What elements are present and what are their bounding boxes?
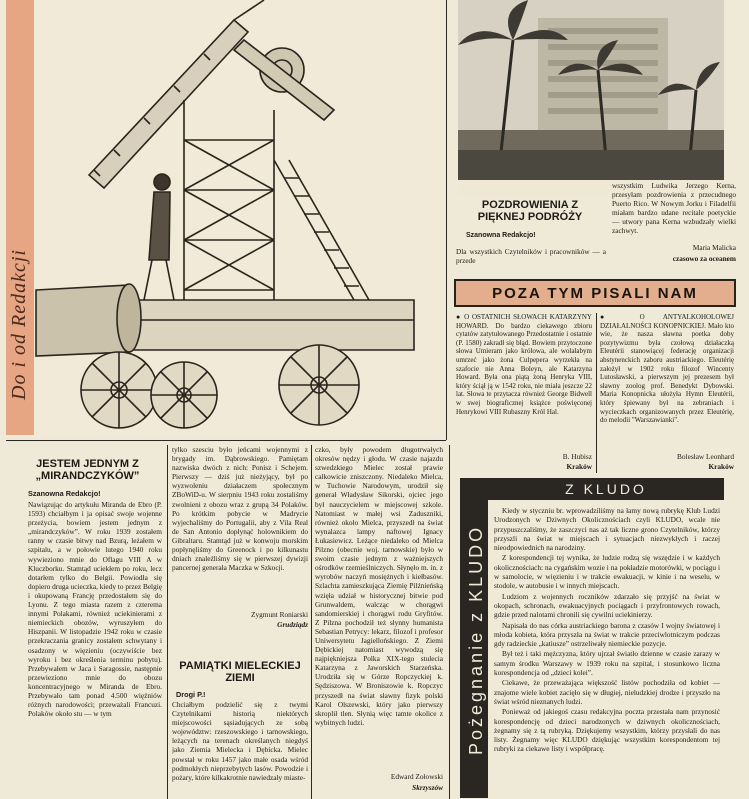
pozdrowienia-greeting: Szanowna Redakcjo! — [466, 232, 536, 239]
pamiatki-signature-place: Skrzyszów — [412, 783, 443, 792]
column-rule-3 — [449, 445, 450, 799]
poza-tym-title: POZA TYM PISALI NAM — [492, 285, 698, 302]
pamiatki-column-3: czko, były powodem długotrwałych okresów nędzy i głodu. W czasie najazdu szwedzkiego Mielec został prawie całkowicie zniszczony. Niedaleko Mielca, w Tuchowie Narodowym, urodził się generał Władysław Sikorski, ojciec jego był nauczycielem w miejscowej szkole. Natomiast w małej wsi Zaduszniki, również około Mielca, przyszedł na świat wynalazca lampy naftowej Ignacy Łukasiewicz. Leżące niedaleko od Mielca Pilzno (obecnie woj. tarnowskie) było w swoim czasie jednym z ważniejszych ośrodków rzemieślniczych. Słynęło m. in. z wyrobów naczyń mosiężnych i kiełbasów. Szlachta zamieszkująca Ziemię Pilźnieńską wzięła udział w historycznej bitwie pod Grunwaldem, walcząc w chorągwi sandomierskiej i chorągwi rodu Gryfitów. Z Pilzna pochodził też słynny humanista Sebastian Petrycy: lekarz, filozof i profesor Uniwersytetu Jagiellońskiego. Z Ziemi Dębickiej natomiast wywodzą się najpiękniejsza Polka XIX-tego stulecia Katarzyna z Jaworskich Starzeńska. Urodziła się w Górze Ropczyckiej k. Sędziszowa. W Broniszowie k. Ropczyc przyszedł na świat sławny fizyk polski Karol Olszewski, który jako pierwszy skroplił tlen. Słynią więc tamte okolice z wybitnych ludzi. — [315, 445, 443, 727]
kludo-side-title: Pożegnanie z KLUDO — [466, 524, 486, 756]
poza-left-signature: B. Hubisz — [562, 452, 592, 461]
puerto-rico-photo — [458, 0, 724, 180]
telescope-engraving — [6, 0, 440, 435]
kludo-paragraph: Z korespondencji tej wynika, że ludzie rodzą się wszędzie i w każdych okolicznościach: na cygańskim wozie i na pokładzie motorówki, w pociągu i w samolocie, w więzieniu i w trakcie ewakuacji, w kinie i na weselu, w stodole, w autobusie i w innych miejscach. — [494, 553, 720, 591]
kludo-paragraph: Napisała do nas córka austriackiego barona z czasów I wojny światowej i młoda kobieta, która przyszła na świat w trakcie przeciwlotniczym podczas gdy radzieckie „katiusze” ostrzeliwały niemieckie pozycje. — [494, 620, 720, 649]
pamiatki-column-2: Chciałbym podzielić się z twymi Czytelnikami historią niektórych miejscowości sąsiadujących ze sobą województw: rzeszowskiego i tarnowskiego, leżących na terenach określanych niegdyś jako Ziemia Mielecka i Dębicka. Mielec powstał w roku 1457 jako małe osada wśród podmokłych nieprzebytych lasów. Powodzie i pożary, które kilkakrotnie nawiedzały miaste- — [172, 700, 308, 782]
poza-column-rule — [596, 313, 597, 473]
kludo-header-title: Z KLUDO — [565, 481, 647, 497]
kludo-paragraph: Ludziom z wojennych roczników zdarzało się przyjść na świat w okopach, schronach, ewakuacyjnych pociągach i przyfrontowych rowach, gdzie przed nalotami chronili się cywilni uciekinierzy. — [494, 591, 720, 620]
jestem-column-1: Nawiązując do artykułu Miranda de Ebro (P. 1593) chciałbym i ja opisać swoje wojenne przeżycia, bowiem jestem jednym z „mirandczyków”. W roku 1939 zostałem ranny w czasie bitwy nad Bzurą, leżałem w szpitalu, a w połowie lutego 1940 roku wywieziono mnie do Oflagu VIII A w Kluczborku. Stamtąd uciekłem po roku, lecz dotarłem tylko do Belgii. Powiodła się dopiero druga ucieczka, kiedy to przez Belgię i okupowaną Francję przedostałem się do Lyonu. Z tego miasta razem z czterema innymi Polakami, również uciekinierami z niemieckich obozów, wyruszyłem do Hiszpanii. W listopadzie 1942 roku w czasie przekraczania granicy zostałem schwytany i osadzony w więzieniu (oczywiście bez wyroku i bez określenia terminu pobytu). Przebywałem w Jaca i Saragossie, następnie przewieziono mnie do obozu koncentracyjnego w Miranda de Ebro. Przebywało tam ponad 4.500 więźniów różnych narodowości; przeważali Francuzi. Polaków około stu — w tym — [28, 500, 162, 719]
poza-right-place: Kraków — [708, 462, 734, 471]
jestem-greeting: Szanowna Redakcjo! — [28, 489, 101, 498]
horizontal-rule — [6, 440, 446, 441]
jestem-column-2: tylko szesciu było jeńcami wojennymi z brygady im. Dąbrowskiego. Pamiętam nazwiska dwóch z nich: Ponisz i Schejem. Pierwszy — dziś już nieżyjący, był po wyzwoleniu działaczem społecznym ZBoWiD-u. W sierpniu 1943 roku zostaliśmy zwolnieni z obozu wraz z grupą 34 Polaków. Po krótkim pobycie w Madrycie wyjechaliśmy do Portugalii, aby z Vila Real de San Antonio dopłynąć holownikiem do Gibraltaru. Stamtąd już w konwoju morskim popłynęliśmy do Greenock i po kilkunastu dniach znaleźliśmy się w pierwszej dywizji pancernej generała Maczka w Szkocji. — [172, 445, 308, 573]
pozdrowienia-signature-place: czasowo za oceanem — [672, 254, 736, 263]
pozdrowienia-title: POZDROWIENIA Z PIĘKNEJ PODRÓŻY — [477, 199, 583, 223]
column-rule-2 — [311, 445, 312, 799]
pozdrowienia-body-right: wszystkim Ludwika Jerzego Kerna, przesyłam pozdrowienia z przecudnego Puerto Rico. W Nowym Jorku i Filadelfii miałam bardzo udane recitale poetyckie — utwory pana Kerna wzbudzały wielki zachwyt. — [612, 181, 736, 235]
kludo-paragraph: Był też i taki mężczyzna, który ujrzał światło dzienne w czasie zarazy w samym środku Warszawy w 1939 roku na szpital, i stosunkowo liczna korespondencja od „dzieci kolei”. — [494, 649, 720, 678]
jestem-title: JESTEM JEDNYM Z „MIRANDCZYKÓW” — [35, 458, 140, 482]
pamiatki-greeting: Drogi P.! — [176, 690, 206, 699]
jestem-signature: Zygmunt Roniarski — [251, 610, 308, 619]
column-rule-1 — [167, 445, 168, 799]
pozdrowienia-body-left: Dla wszystkich Czytelników i pracowników — a przede — [456, 247, 606, 265]
poza-right-signature: Bolesław Leonhard — [677, 452, 734, 461]
jestem-signature-place: Grudziądz — [277, 620, 308, 629]
kludo-paragraph: Kiedy w styczniu br. wprowadziliśmy na łamy nową rubrykę Klub Ludzi Urodzonych w Dziwnych Okolicznościach czyli KLUDO, wcale nie przypuszczaliśmy, że zaszczyci nas aż tak liczne grono Czytelników, którzy przyszli na świat w miejscach i sytuacjach niezwykłych i raczej nieodpowiednich na narodziny. — [494, 506, 720, 553]
poza-right-column: ● O ANTYALKOHOLOWEJ DZIAŁALNOŚCI KONOPNICKIEJ. Mało kto wie, że nasza sławna poetka doby pozytywizmu była czołową działaczką Eleutérii stanowiącej federację organizacji abstynenckich zaboru austriackiego. Eleutérię założył w 1902 roku filozof Wincenty Lutosławski, a pierwszym jej prezesem był sławny zoolog prof. Benedykt Dybowski. Maria Konopnicka ułożyła Hymn Eleutérii, który śpiewany był na zebraniach i wycieczkach organizowanych przez Eleutérię, do melodii "Warszawianki". — [600, 313, 734, 425]
pamiatki-title: PAMIĄTKI MIELECKIEJ ZIEMI — [179, 660, 301, 684]
pamiatki-signature: Edward Zołowski — [390, 772, 443, 781]
kludo-paragraph: Ciekawe, że przeważająca większość listów pochodziła od kobiet — znajome wiele kobiet zacięło się w długiej, nieludzkiej drodze i przyszło na świat wśród nieznanych ludzi. — [494, 678, 720, 706]
kludo-body — [494, 506, 720, 755]
section-band-title: Do i od Redakcji — [8, 249, 30, 400]
pozdrowienia-signature: Maria Malicka — [692, 243, 736, 252]
poza-left-column: ● O OSTATNICH SŁOWACH KATARZYNY HOWARD. Do bardzo ciekawego zbioru cytatów zatytułowanego Przedostatnie i ostatnie (P. 1580) zakradł się błąd. Bowiem przytoczone słowa Umieram jako królowa, ale wolałabym umrzeć jako żona Culpepera wyrzekła na szafocie nie Anna Boleyn, ale Katarzyna Howard. Była ona piątą żoną Henryka VIII, który ściął ją w 1542 roku, nie miała jeszcze 22 lat. Słowa te przytacza również George Bidwell w swej biograficznej książce poświęconej Henrykowi VIII Rubaszny Król Hal. — [456, 313, 592, 416]
telescope-illustration — [34, 0, 440, 435]
poza-left-place: Kraków — [566, 462, 592, 471]
column-rule — [446, 0, 447, 440]
kludo-paragraph: Ponieważ od jakiegoś czasu redakcyjna poczta przestała nam przynosić korespondencję od dzieci narodzonych w dziwnych okolicznościach, żegnamy się z tą rubryką. Dziękujemy wszystkim, którzy przysłali do nas listy. Żegnamy więc KLUDO dziękując wszystkim korespondentom tej rubryki za ciekawe listy i współpracę. — [494, 707, 720, 754]
poza-tym-banner — [454, 279, 736, 307]
kludo-header-bar — [488, 478, 724, 500]
